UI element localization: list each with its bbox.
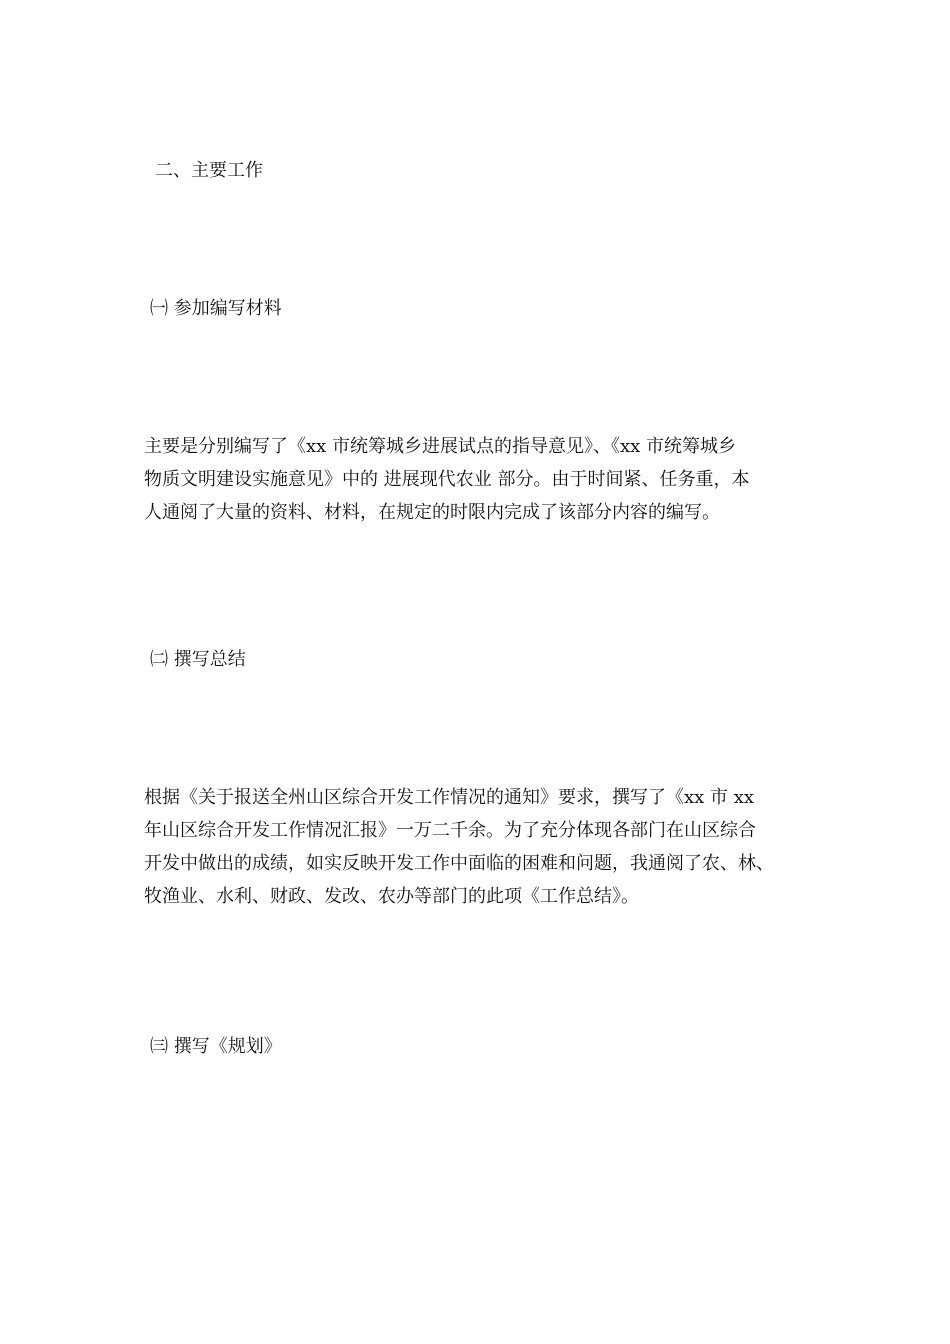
- paragraph-line: 年山区综合开发工作情况汇报》一万二千余。为了充分体现各部门在山区综合: [144, 820, 756, 841]
- paragraph-line: 牧渔业、水利、财政、发改、农办等部门的此项《工作总结》。: [144, 886, 639, 907]
- item-heading-3: ㈢ 撰写《规划》: [150, 1036, 282, 1057]
- paragraph-line: 物质文明建设实施意见》中的 进展现代农业 部分。由于时间紧、任务重，本: [144, 469, 750, 490]
- item-paragraph-2: [144, 781, 774, 913]
- section-title: 二、主要工作: [155, 160, 263, 181]
- item-heading-1: ㈠ 参加编写材料: [150, 298, 282, 319]
- item-heading-2: ㈡ 撰写总结: [150, 649, 246, 670]
- paragraph-line: 人通阅了大量的资料、材料，在规定的时限内完成了该部分内容的编写。: [144, 502, 720, 523]
- paragraph-line: 开发中做出的成绩，如实反映开发工作中面临的困难和问题，我通阅了农、林、: [144, 853, 774, 874]
- paragraph-line: 主要是分别编写了《xx 市统筹城乡进展试点的指导意见》、《xx 市统筹城乡: [144, 436, 737, 457]
- item-paragraph-1: [144, 430, 749, 529]
- paragraph-line: 根据《关于报送全州山区综合开发工作情况的通知》要求，撰写了《xx 市 xx: [144, 787, 755, 808]
